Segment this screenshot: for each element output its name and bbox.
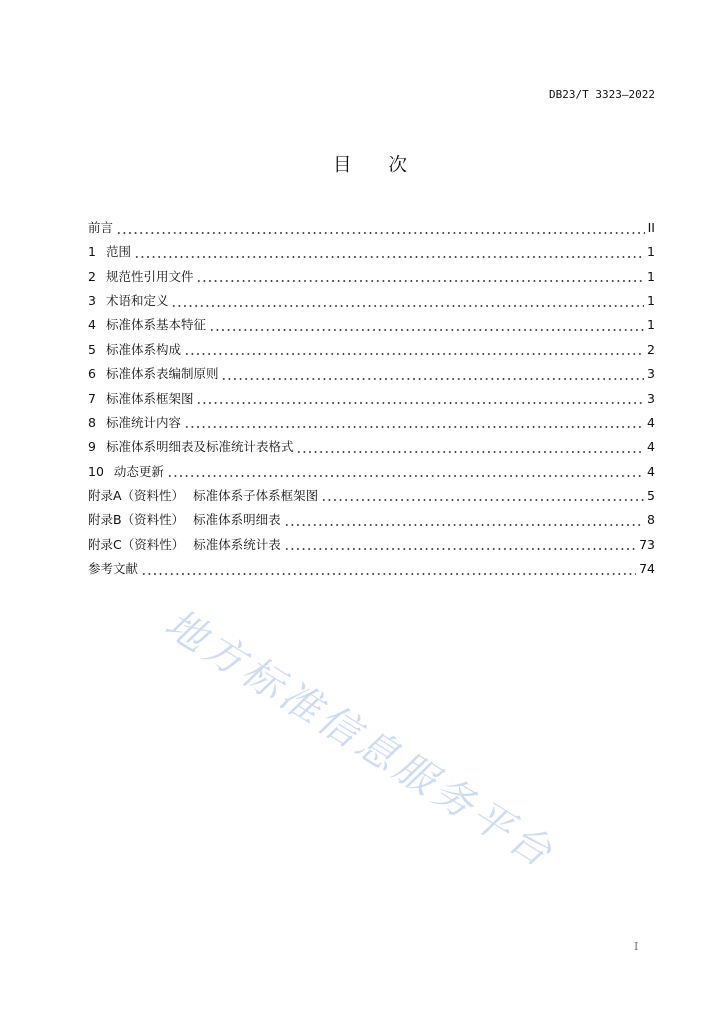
toc-entry-title: 动态更新 bbox=[113, 463, 164, 479]
toc-entry-composition[interactable] bbox=[88, 338, 655, 362]
toc-entry-number: 7 bbox=[88, 390, 96, 406]
toc-entry-number: 6 bbox=[88, 366, 96, 382]
page-title: 目 次 bbox=[333, 155, 408, 176]
toc-entry-page: 4 bbox=[647, 414, 655, 430]
toc-entry-title: 规范性引用文件 bbox=[105, 268, 194, 284]
dot-leader bbox=[171, 289, 644, 313]
toc-entry-page: II bbox=[647, 220, 655, 235]
toc-entry-page: 73 bbox=[639, 536, 655, 552]
dot-leader bbox=[196, 265, 644, 289]
toc-entry-annex-b[interactable] bbox=[88, 508, 655, 532]
toc-entry-title: 标准体系基本特征 bbox=[105, 317, 206, 333]
toc-entry-page: 74 bbox=[639, 561, 655, 577]
dot-leader bbox=[167, 460, 644, 484]
toc-entry-number: 附录B（资料性） bbox=[88, 512, 185, 528]
toc-entry-normative-references[interactable] bbox=[88, 265, 655, 289]
toc-entry-title: 标准体系构成 bbox=[105, 341, 181, 357]
dot-leader bbox=[221, 362, 644, 386]
toc-entry-number: 10 bbox=[88, 463, 104, 479]
dot-leader bbox=[134, 240, 644, 264]
toc-entry-number: 2 bbox=[88, 268, 96, 284]
toc-entry-page: 2 bbox=[647, 341, 655, 357]
toc-entry-annex-a[interactable] bbox=[88, 484, 655, 508]
dot-leader bbox=[321, 484, 644, 508]
toc-entry-terms-definitions[interactable] bbox=[88, 289, 655, 313]
toc-entry-number: 3 bbox=[88, 293, 96, 309]
toc-entry-bibliography[interactable] bbox=[88, 557, 655, 581]
toc-entry-table-formats[interactable] bbox=[88, 435, 655, 459]
table-of-contents bbox=[88, 216, 655, 581]
toc-entry-number: 1 bbox=[88, 244, 96, 260]
toc-entry-number: 附录A（资料性） bbox=[88, 487, 185, 503]
dot-leader bbox=[284, 533, 636, 557]
dot-leader bbox=[184, 338, 644, 362]
dot-leader bbox=[196, 387, 644, 411]
dot-leader bbox=[141, 557, 636, 581]
toc-entry-title: 标准体系表编制原则 bbox=[105, 366, 219, 382]
toc-entry-page: 4 bbox=[647, 439, 655, 455]
dot-leader bbox=[116, 216, 645, 240]
toc-entry-number: 5 bbox=[88, 341, 96, 357]
toc-entry-number: 9 bbox=[88, 439, 96, 455]
dot-leader bbox=[209, 313, 644, 337]
toc-entry-scope[interactable] bbox=[88, 240, 655, 264]
toc-entry-number: 8 bbox=[88, 414, 96, 430]
toc-entry-basic-features[interactable] bbox=[88, 313, 655, 337]
toc-entry-title: 标准体系子体系框架图 bbox=[193, 487, 319, 503]
watermark: 地方标准信息服务平台 bbox=[156, 600, 563, 879]
toc-entry-title: 参考文献 bbox=[88, 561, 139, 577]
toc-entry-page: 3 bbox=[647, 390, 655, 406]
toc-entry-title: 标准体系明细表 bbox=[193, 512, 281, 528]
toc-entry-foreword[interactable] bbox=[88, 216, 655, 240]
toc-entry-annex-c[interactable] bbox=[88, 533, 655, 557]
dot-leader bbox=[184, 411, 644, 435]
toc-entry-compilation-principles[interactable] bbox=[88, 362, 655, 386]
toc-entry-page: 4 bbox=[647, 463, 655, 479]
toc-entry-title: 标准统计内容 bbox=[105, 414, 181, 430]
toc-entry-page: 5 bbox=[647, 487, 655, 503]
toc-entry-title: 术语和定义 bbox=[105, 293, 169, 309]
page-number: I bbox=[634, 940, 639, 953]
toc-entry-page: 1 bbox=[647, 268, 655, 284]
toc-entry-number: 附录C（资料性） bbox=[88, 536, 185, 552]
toc-entry-page: 8 bbox=[647, 512, 655, 528]
toc-entry-title: 标准体系统计表 bbox=[193, 536, 281, 552]
toc-entry-title: 范围 bbox=[105, 244, 131, 260]
toc-entry-dynamic-update[interactable] bbox=[88, 460, 655, 484]
toc-entry-page: 3 bbox=[647, 366, 655, 382]
toc-entry-statistics-content[interactable] bbox=[88, 411, 655, 435]
toc-entry-title: 标准体系框架图 bbox=[105, 390, 194, 406]
dot-leader bbox=[296, 435, 644, 459]
document-code: DB23/T 3323—2022 bbox=[549, 88, 655, 101]
toc-entry-number: 4 bbox=[88, 317, 96, 333]
toc-entry-page: 1 bbox=[647, 244, 655, 260]
toc-entry-framework-diagram[interactable] bbox=[88, 387, 655, 411]
toc-entry-page: 1 bbox=[647, 317, 655, 333]
toc-entry-page: 1 bbox=[647, 293, 655, 309]
dot-leader bbox=[284, 508, 644, 532]
toc-entry-title: 标准体系明细表及标准统计表格式 bbox=[105, 439, 294, 455]
toc-entry-title: 前言 bbox=[88, 220, 114, 235]
